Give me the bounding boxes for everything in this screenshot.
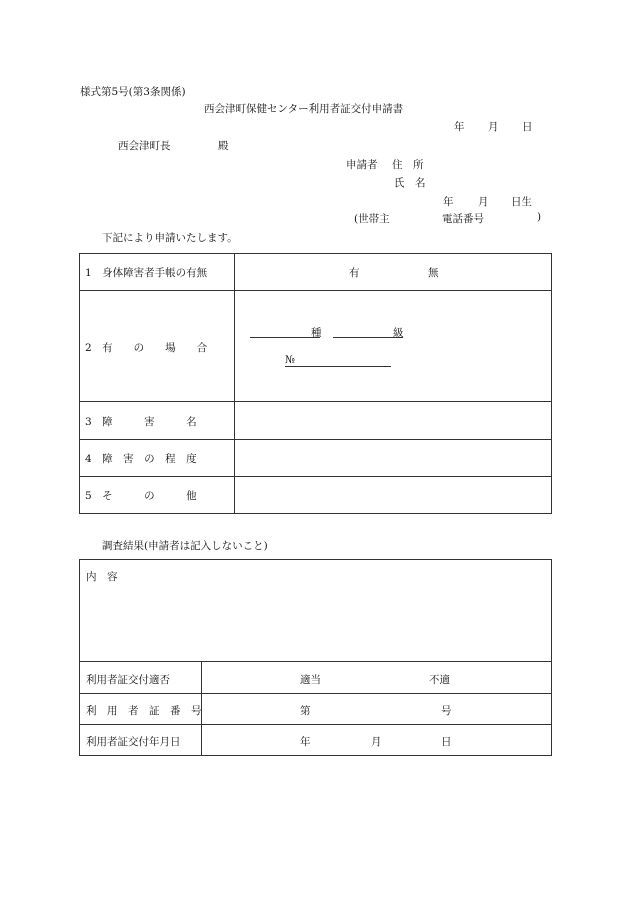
issue-eligibility-label: 利用者証交付適否 bbox=[86, 674, 170, 686]
card-number-label: 利 用 者 証 番 号 bbox=[86, 705, 202, 717]
grade-label: 級 bbox=[393, 327, 404, 339]
date-month: 月 bbox=[488, 121, 499, 133]
issue-date-year: 年 bbox=[300, 736, 311, 748]
row-disability-name-label: 3 障 害 名 bbox=[85, 416, 197, 428]
card-number-dai: 第 bbox=[300, 705, 311, 717]
birth-month: 月 bbox=[478, 196, 489, 208]
form-title: 西会津町保健センター利用者証交付申請書 bbox=[204, 103, 404, 115]
row-disability-degree-label: 4 障 害 の 程 度 bbox=[85, 453, 197, 465]
honorific: 殿 bbox=[218, 140, 229, 152]
t1-hline bbox=[79, 401, 552, 402]
close-paren: ) bbox=[537, 211, 542, 223]
table1 bbox=[79, 253, 552, 514]
address-label: 住 所 bbox=[392, 159, 424, 171]
row-other-label: 5 そ の 他 bbox=[85, 490, 197, 502]
birth-day: 日生 bbox=[511, 196, 532, 208]
issue-date-month: 月 bbox=[371, 736, 382, 748]
number-label: № bbox=[285, 354, 295, 366]
date-day: 日 bbox=[522, 121, 533, 133]
form-number: 様式第5号(第3条関係) bbox=[80, 86, 186, 98]
card-number-go: 号 bbox=[441, 705, 452, 717]
eligible-option: 適当 bbox=[300, 674, 321, 686]
kind-underline bbox=[250, 337, 320, 338]
applicant-label: 申請者 bbox=[346, 159, 378, 171]
kind-label: 種 bbox=[311, 327, 322, 339]
t1-vline bbox=[234, 253, 235, 514]
content-label: 内 容 bbox=[86, 571, 118, 583]
ineligible-option: 不適 bbox=[429, 674, 450, 686]
issue-date-label: 利用者証交付年月日 bbox=[86, 736, 181, 748]
table2 bbox=[79, 559, 552, 756]
number-underline bbox=[285, 366, 391, 367]
t1-hline bbox=[79, 290, 552, 291]
row-if-yes-label: 2 有 の 場 合 bbox=[85, 342, 208, 354]
t2-hline bbox=[79, 724, 552, 725]
issue-date-day: 日 bbox=[441, 736, 452, 748]
phone-label: 電話番号 bbox=[442, 213, 484, 225]
survey-heading: 調査結果(申請者は記入しないこと) bbox=[102, 540, 268, 552]
row-handbook-label: 1 身体障害者手帳の有無 bbox=[85, 267, 208, 279]
date-year: 年 bbox=[454, 121, 465, 133]
request-intro: 下記により申請いたします。 bbox=[102, 232, 238, 244]
t1-hline bbox=[79, 476, 552, 477]
name-label: 氏 名 bbox=[394, 177, 426, 189]
addressee: 西会津町長 bbox=[118, 140, 171, 152]
t1-hline bbox=[79, 439, 552, 440]
t2-hline bbox=[79, 661, 552, 662]
handbook-no: 無 bbox=[428, 267, 439, 279]
handbook-yes: 有 bbox=[349, 267, 360, 279]
household-head-label: (世帯主 bbox=[354, 213, 390, 225]
birth-year: 年 bbox=[443, 196, 454, 208]
t2-hline bbox=[79, 693, 552, 694]
